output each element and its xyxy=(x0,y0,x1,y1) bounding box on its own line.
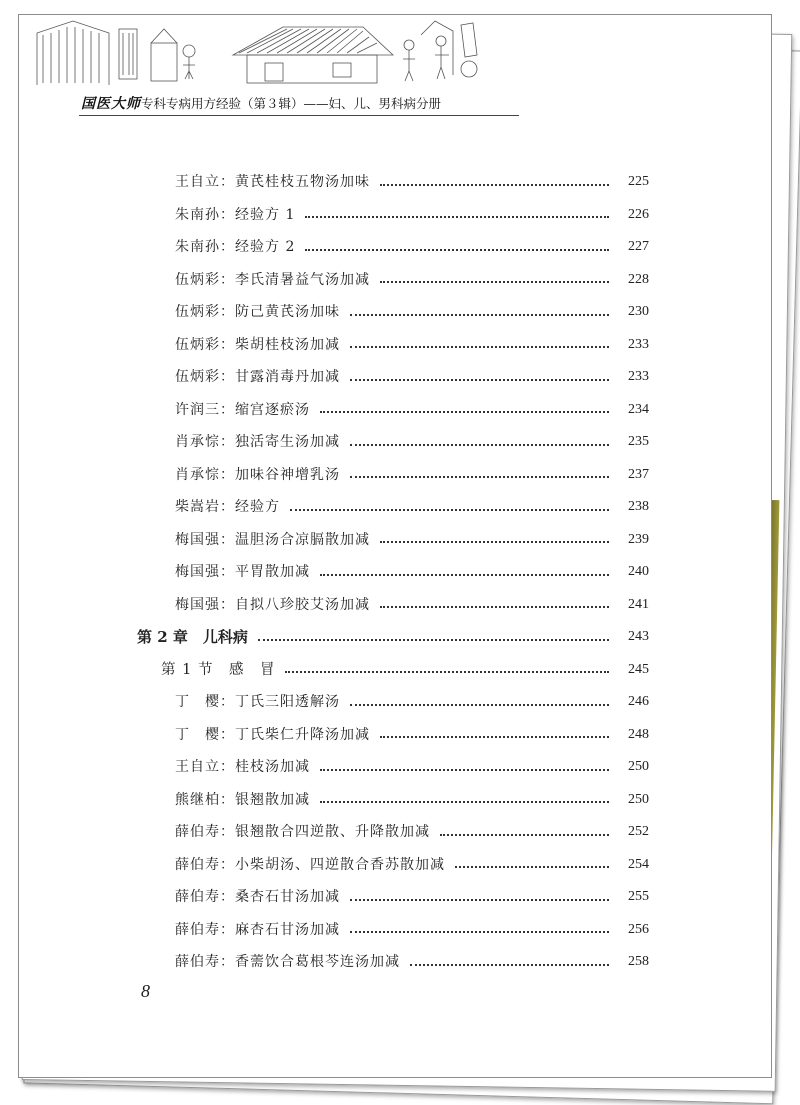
dot-leader xyxy=(350,898,609,901)
dot-leader xyxy=(350,443,609,446)
toc-entry-title: 第 2 章 儿科病 xyxy=(137,628,248,646)
dot-leader xyxy=(440,833,609,836)
toc-entry-page: 234 xyxy=(628,401,649,417)
toc-entry xyxy=(175,494,649,520)
page-number: 8 xyxy=(141,981,150,1001)
toc-entry-page: 250 xyxy=(628,791,649,807)
toc-entry-title: 梅国强：自拟八珍胶艾汤加减 xyxy=(175,596,370,613)
toc-entry-title: 梅国强：温胆汤合凉膈散加减 xyxy=(175,531,370,548)
toc-entry xyxy=(175,722,649,748)
toc-entry-page: 248 xyxy=(628,726,649,742)
toc-entry xyxy=(175,787,649,813)
toc-entry-page: 233 xyxy=(628,369,649,384)
toc-entry-title: 伍炳彩：防己黄芪汤加味 xyxy=(175,304,340,320)
toc-entry-title: 许润三：缩宫逐瘀汤 xyxy=(175,401,310,418)
header-rule xyxy=(79,115,519,116)
dot-leader xyxy=(380,735,609,738)
dot-leader xyxy=(290,508,609,511)
dot-leader xyxy=(305,248,609,251)
toc-entry-title: 王自立：桂枝汤加减 xyxy=(175,759,310,775)
dot-leader xyxy=(380,183,609,186)
toc-entry-title: 丁 樱：丁氏三阳透解汤 xyxy=(175,694,340,710)
toc-entry-page: 240 xyxy=(628,564,649,579)
toc-entry xyxy=(175,754,649,780)
toc-entry-page: 241 xyxy=(628,596,649,612)
series-brand: 国医大师 xyxy=(81,96,141,112)
toc-entry-page: 250 xyxy=(628,759,649,774)
toc-entry xyxy=(175,852,649,878)
dot-leader xyxy=(285,670,609,673)
toc-entry-title: 朱南孙：经验方 1 xyxy=(175,206,296,223)
toc-entry-page: 230 xyxy=(628,304,649,319)
toc-entry xyxy=(175,169,649,195)
toc-entry xyxy=(175,397,649,423)
toc-entry-title: 王自立：黄芪桂枝五物汤加味 xyxy=(175,174,370,190)
toc-entry xyxy=(175,234,649,260)
toc-entry xyxy=(175,462,649,488)
dot-leader xyxy=(305,215,609,218)
dot-leader xyxy=(380,605,609,608)
toc-entry xyxy=(175,559,649,585)
toc-entry-page: 238 xyxy=(628,499,649,514)
dot-leader xyxy=(320,768,609,771)
toc-entry-page: 225 xyxy=(628,174,649,189)
toc-entry xyxy=(175,429,649,455)
toc-entry-page: 246 xyxy=(628,694,649,709)
dot-leader xyxy=(320,410,609,413)
toc-entry-title: 伍炳彩：甘露消毒丹加减 xyxy=(175,369,340,385)
toc-entry-title: 柴嵩岩：经验方 xyxy=(175,499,280,515)
toc-entry-title: 伍炳彩：柴胡桂枝汤加减 xyxy=(175,336,340,353)
dot-leader xyxy=(380,280,609,283)
toc-entry-page: 258 xyxy=(628,954,649,969)
toc-entry-title: 肖承悰：独活寄生汤加减 xyxy=(175,434,340,450)
toc-entry-title: 熊继柏：银翘散加减 xyxy=(175,791,310,808)
toc-entry-page: 235 xyxy=(628,434,649,449)
book-page xyxy=(18,14,772,1078)
dot-leader xyxy=(350,378,609,381)
toc-entry-page: 227 xyxy=(628,239,649,254)
toc-entry-title: 薛伯寿：麻杏石甘汤加减 xyxy=(175,921,340,938)
toc-chapter xyxy=(137,624,649,650)
running-header xyxy=(81,93,441,113)
toc-entry xyxy=(175,299,649,325)
dot-leader xyxy=(455,865,609,868)
toc-entry-title: 朱南孙：经验方 2 xyxy=(175,239,296,255)
dot-leader xyxy=(350,703,609,706)
header-illustration xyxy=(33,15,483,85)
toc-entry-title: 薛伯寿：小柴胡汤、四逆散合香苏散加减 xyxy=(175,856,445,873)
toc-entry-title: 第 1 节 感 冒 xyxy=(161,661,276,678)
dot-leader xyxy=(350,313,609,316)
toc-entry xyxy=(175,592,649,618)
toc-entry-page: 228 xyxy=(628,271,649,287)
toc-entry xyxy=(175,364,649,390)
toc-section xyxy=(161,657,649,683)
dot-leader xyxy=(320,573,609,576)
dot-leader xyxy=(350,475,609,478)
toc-entry xyxy=(175,267,649,293)
toc-entry-title: 梅国强：平胃散加减 xyxy=(175,564,310,580)
dot-leader xyxy=(320,800,609,803)
toc-entry xyxy=(175,884,649,910)
toc-entry-page: 239 xyxy=(628,531,649,547)
toc-entry-page: 252 xyxy=(628,824,649,839)
toc-entry xyxy=(175,332,649,358)
toc-entry xyxy=(175,949,649,975)
toc-entry xyxy=(175,917,649,943)
toc-entry-page: 245 xyxy=(628,661,649,677)
toc-entry-title: 薛伯寿：银翘散合四逆散、升降散加减 xyxy=(175,824,430,840)
toc-entry-page: 226 xyxy=(628,206,649,222)
dot-leader xyxy=(258,638,609,641)
toc-entry-page: 254 xyxy=(628,856,649,872)
toc-entry xyxy=(175,819,649,845)
toc-entry-title: 肖承悰：加味谷神增乳汤 xyxy=(175,466,340,483)
toc-entry xyxy=(175,202,649,228)
book-subtitle: 专科专病用方经验（第３辑）——妇、儿、男科病分册 xyxy=(141,96,442,111)
toc-entry-title: 薛伯寿：香薷饮合葛根芩连汤加减 xyxy=(175,954,400,970)
toc-entry-page: 255 xyxy=(628,889,649,904)
dot-leader xyxy=(350,345,609,348)
toc-entry-page: 237 xyxy=(628,466,649,482)
dot-leader xyxy=(410,963,609,966)
toc-entry-title: 丁 樱：丁氏柴仁升降汤加减 xyxy=(175,726,370,743)
toc-entry-page: 243 xyxy=(628,629,649,644)
toc-entry-title: 伍炳彩：李氏清暑益气汤加减 xyxy=(175,271,370,288)
toc-entry-title: 薛伯寿：桑杏石甘汤加减 xyxy=(175,889,340,905)
toc-entry-page: 256 xyxy=(628,921,649,937)
dot-leader xyxy=(350,930,609,933)
toc-entry xyxy=(175,689,649,715)
toc-entry-page: 233 xyxy=(628,336,649,352)
toc-entry xyxy=(175,527,649,553)
dot-leader xyxy=(380,540,609,543)
